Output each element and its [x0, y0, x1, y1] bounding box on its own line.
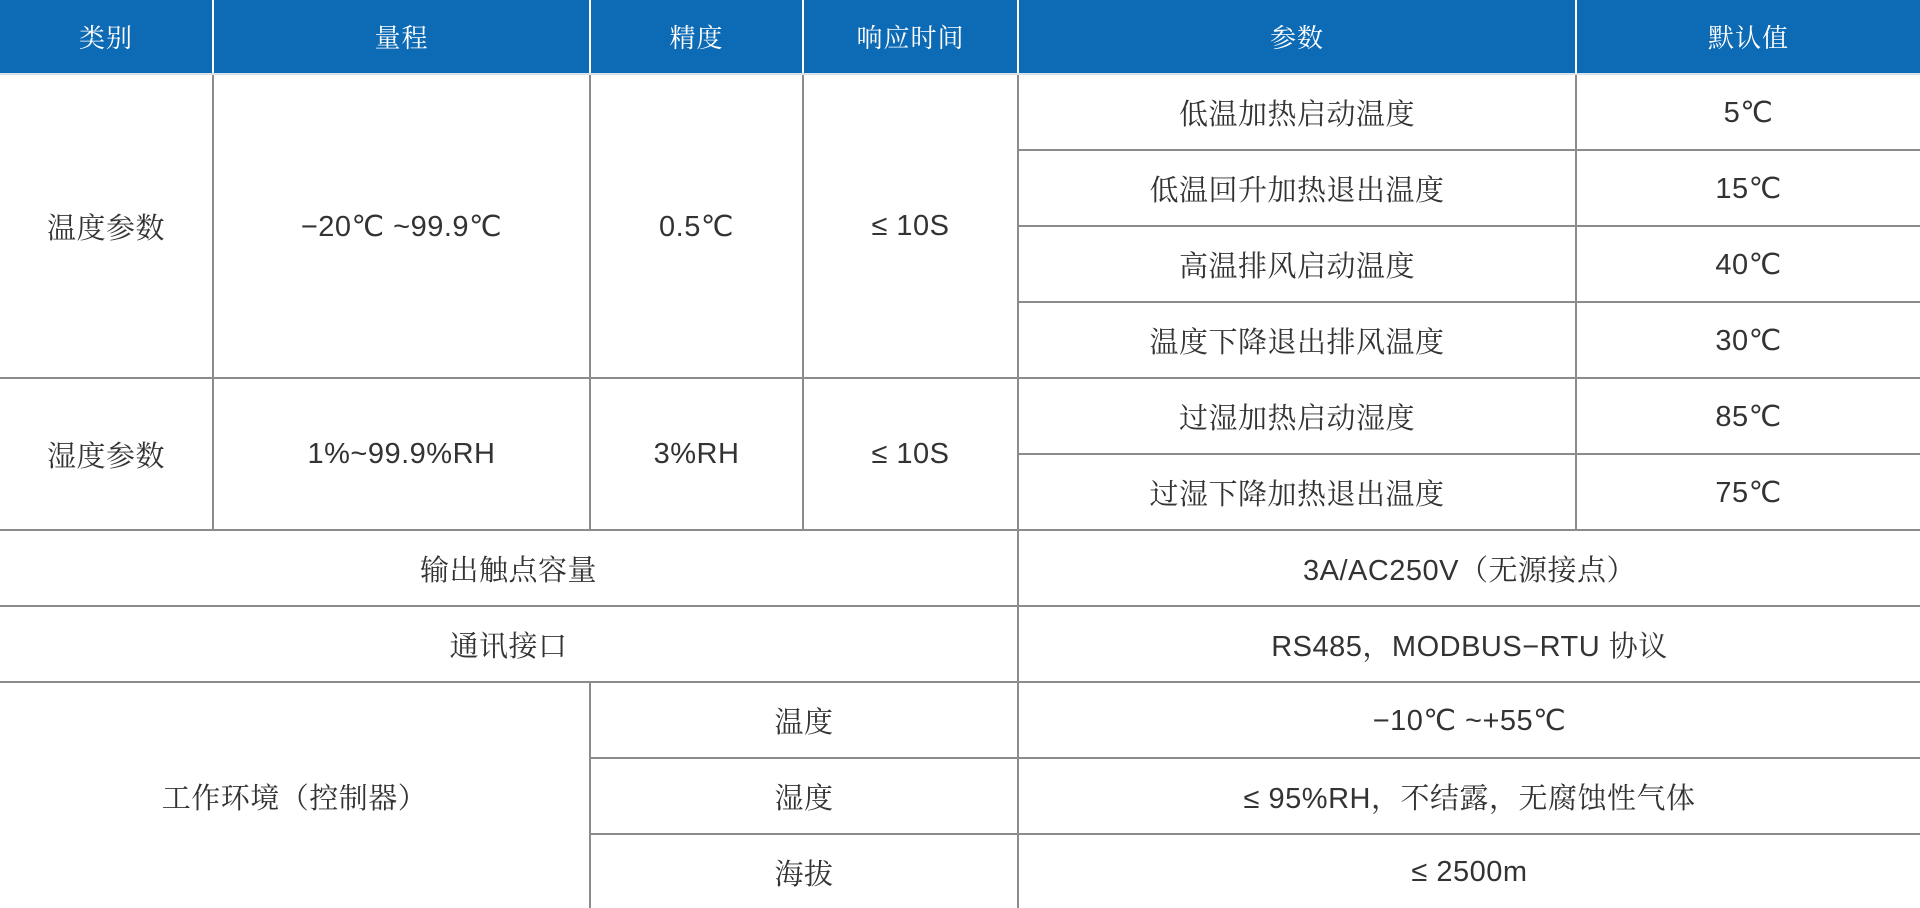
temperature-range-cell: −20℃ ~99.9℃	[213, 74, 590, 378]
table-row	[0, 606, 1920, 682]
output-contact-value-cell: 3A/AC250V（无源接点）	[1018, 530, 1920, 606]
default-value-cell: 5℃	[1576, 74, 1920, 150]
table-row	[0, 530, 1920, 606]
default-value-cell: 40℃	[1576, 226, 1920, 302]
parameter-cell: 高温排风启动温度	[1018, 226, 1576, 302]
default-value-cell: 30℃	[1576, 302, 1920, 378]
default-value-cell: 85℃	[1576, 378, 1920, 454]
humidity-response-cell: ≤ 10S	[803, 378, 1018, 530]
header-cell-response-time: 响应时间	[803, 0, 1018, 74]
parameter-cell: 温度下降退出排风温度	[1018, 302, 1576, 378]
parameter-cell: 低温回升加热退出温度	[1018, 150, 1576, 226]
humidity-accuracy-cell: 3%RH	[590, 378, 803, 530]
parameter-cell: 过湿下降加热退出温度	[1018, 454, 1576, 530]
header-cell-default-value: 默认值	[1576, 0, 1920, 74]
environment-item-name-cell: 温度	[590, 682, 1018, 758]
header-cell-category: 类别	[0, 0, 213, 74]
table-row	[0, 74, 1920, 150]
humidity-range-cell: 1%~99.9%RH	[213, 378, 590, 530]
humidity-category-cell: 湿度参数	[0, 378, 213, 530]
header-cell-range: 量程	[213, 0, 590, 74]
header-row	[0, 0, 1920, 74]
temperature-response-cell: ≤ 10S	[803, 74, 1018, 378]
communication-value-cell: RS485，MODBUS−RTU 协议	[1018, 606, 1920, 682]
header-cell-accuracy: 精度	[590, 0, 803, 74]
output-contact-label-cell: 输出触点容量	[0, 530, 1018, 606]
table-body	[0, 74, 1920, 908]
environment-item-name-cell: 湿度	[590, 758, 1018, 834]
default-value-cell: 75℃	[1576, 454, 1920, 530]
table-row	[0, 378, 1920, 454]
environment-item-value-cell: ≤ 95%RH，不结露，无腐蚀性气体	[1018, 758, 1920, 834]
environment-item-name-cell: 海拔	[590, 834, 1018, 908]
header-cell-parameter: 参数	[1018, 0, 1576, 74]
parameter-cell: 过湿加热启动湿度	[1018, 378, 1576, 454]
temperature-accuracy-cell: 0.5℃	[590, 74, 803, 378]
table-header	[0, 0, 1920, 74]
environment-item-value-cell: −10℃ ~+55℃	[1018, 682, 1920, 758]
environment-item-value-cell: ≤ 2500m	[1018, 834, 1920, 908]
temperature-category-cell: 温度参数	[0, 74, 213, 378]
environment-label-cell: 工作环境（控制器）	[0, 682, 590, 908]
parameter-cell: 低温加热启动温度	[1018, 74, 1576, 150]
communication-label-cell: 通讯接口	[0, 606, 1018, 682]
table-row	[0, 682, 1920, 758]
default-value-cell: 15℃	[1576, 150, 1920, 226]
